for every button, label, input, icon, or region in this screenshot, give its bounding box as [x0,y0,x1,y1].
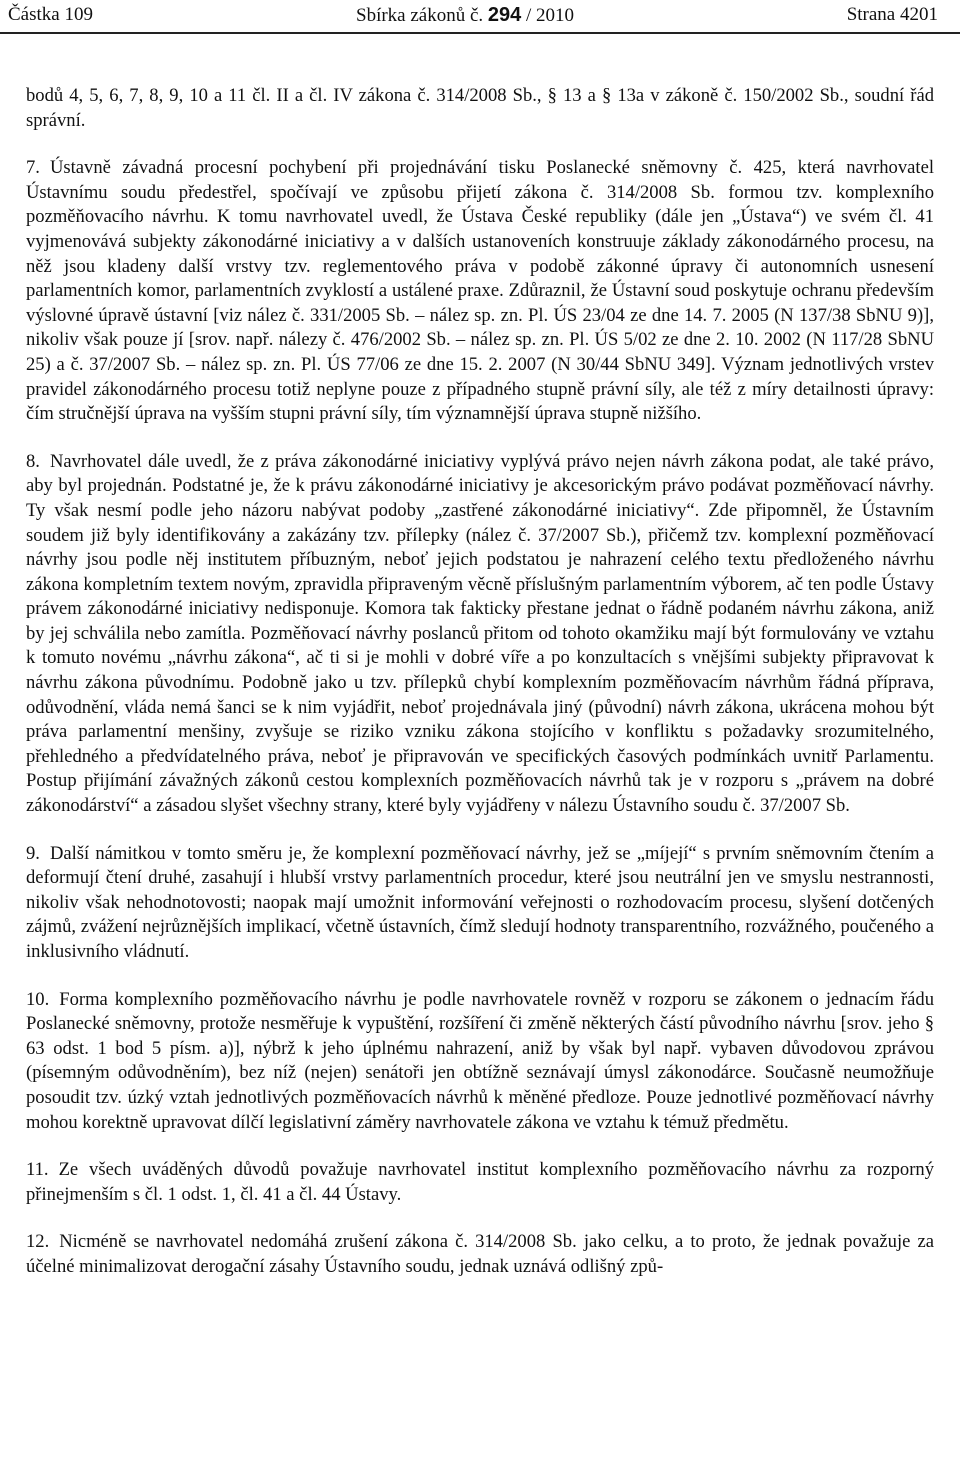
paragraph-number: 8. [26,450,40,472]
header-collection-year: / 2010 [526,5,575,26]
paragraph-12 [26,1230,934,1279]
paragraph-number: 10. [26,988,50,1010]
paragraph-11 [26,1158,934,1207]
paragraph-7 [26,156,934,427]
paragraph-text: Ze všech uváděných důvodů považuje navrhovatel institut komplexního pozměňovacího návrhu za rozporný přinejmenším s čl. 1 odst. 1, čl. 41 a čl. 44 Ústavy. [26,1159,934,1205]
paragraph-number: 11. [26,1159,49,1181]
paragraph-text: Forma komplexního pozměňovacího návrhu je podle navrhovatele rovněž v rozporu se zákonem o jednacím řádu Poslanecké sněmovny, protože nesměřuje k vypuštění, rozšíření či změně některých částí původního návrhu [srov. jeho § 63 odst. 1 bod 5 písm. a)], nýbrž k jeho úplnému nahrazení, aniž by však byl např. vybaven důvodovou zprávou (písemným odůvodněním), bez níž (nejen) senátoři jen obtížně seznávají úmysl zákonodárce. Současně neumožňuje posoudit tzv. úzký vztah jednotlivých pozměňovacích návrhů k měněné předloze. Pouze jednotlivé pozměňovací návrhy mohou korektně upravovat dílčí legislativní záměry navrhovatele zákona ve vztahu k témuž předmětu. [26,988,934,1133]
paragraph-9 [26,842,934,965]
header-rule [0,32,960,34]
document-body [26,84,934,1280]
paragraph-text: Ústavně závadná procesní pochybení při projednávání tisku Poslanecké sněmovny č. 425, která navrhovatel Ústavnímu soudu předestřel, spočívají ve způsobu přijetí zákona č. 314/2008 Sb. formou tzv. komplexního pozměňovacího návrhu. K tomu navrhovatel uvedl, že Ústava České republiky (dále jen „Ústava“) ve svém čl. 41 vyjmenovává subjekty zákonodárné iniciativy a v dalších ustanoveních konstruuje základy zákonodárného procesu, na něž jsou kladeny další vrstvy tzv. reglementového práva v podobě zákonné úpravy či autonomních usnesení parlamentních komor, parlamentních zvyklostí a ustálené praxe. Zdůraznil, že Ústavní soud poskytuje ochranu především výslovné úpravě ústavní [viz nález č. 331/2005 Sb. – nález sp. zn. Pl. ÚS 23/04 ze dne 14. 7. 2005 (N 137/38 SbNU 9)], nikoliv však pouze jí [srov. např. nálezy č. 476/2002 Sb. – nález sp. zn. Pl. ÚS 5/02 ze dne 2. 10. 2002 (N 117/28 SbNU 25) a č. 37/2007 Sb. – nález sp. zn. Pl. ÚS 77/06 ze dne 15. 2. 2007 (N 30/44 SbNU 349]. Význam jednotlivých vrstev pravidel zákonodárného procesu totiž neplyne pouze z případného stupně právní síly, ale též z míry detailnosti úpravy: čím stručnější úprava na vyšším stupni právní síly, tím významnější úprava stupně nižšího. [26,157,934,425]
paragraph-continuation [26,84,934,133]
paragraph-text: Nicméně se navrhovatel nedomáhá zrušení zákona č. 314/2008 Sb. jako celku, a to proto, že jednak považuje za účelné minimalizovat derogační zásahy Ústavního soudu, jednak uznává odlišný způ- [26,1231,934,1277]
paragraph-number: 7. [26,157,40,179]
paragraph-text: Navrhovatel dále uvedl, že z práva zákonodárné iniciativy vyplývá právo nejen návrh zákona podat, ale také právo, aby byl projednán. Podstatné je, že k právu zákonodárné iniciativy je akcesorickým právo podávat pozměňovací návrhy. Ty však nesmí podle jeho názoru nabývat podoby „zastřené zákonodárné iniciativy“. Zde připomněl, že Ústavním soudem již byly identifikovány a zakázány tzv. přílepky (nález č. 37/2007 Sb.), přičemž tzv. komplexní pozměňovací návrhy jsou podle něj institutem příbuzným, neboť jejich podstatou je nahrazení celého textu předloženého návrhu zákona kompletním textem novým, zpravidla připraveným věcně příslušným parlamentním výborem, ač ten podle Ústavy právem zákonodárné iniciativy nedisponuje. Komora tak fakticky přestane jednat o řádně podaném návrhu zákona, aniž by jej schválila nebo zamítla. Pozměňovací návrhy poslanců přitom od tohoto okamžiku mají být formulovány ve vztahu k tomuto novému „návrhu zákona“, ač ti si je mohli v dobré víře a po konzultacích s vnějšími subjekty připravovat k návrhu zákona původnímu. Podobně jako u tzv. přílepků chybí komplexním pozměňovacím návrhům řádná příprava, odůvodnění, vláda nemá šanci se k nim vyjádřit, neboť projednávala jiný (původní) návrh zákona, ukrácena mohou být práva parlamentní menšiny, zvyšuje se riziko vzniku zákona stojícího v konfliktu s požadavky srozumitelného, přehledného a předvídatelného práva, neboť je připravován ve specifických časových podmínkách uvnitř Parlamentu. Postup přijímání závažných zákonů cestou komplexních pozměňovacích návrhů tak je v rozporu s „právem na dobré zákonodárství“ a zásadou slyšet všechny strany, které byly vyjádřeny v nálezu Ústavního soudu č. 37/2007 Sb. [26,450,934,817]
paragraph-text: bodů 4, 5, 6, 7, 8, 9, 10 a 11 čl. II a čl. IV zákona č. 314/2008 Sb., § 13 a § 13a v zákoně č. 150/2002 Sb., soudní řád správní. [26,85,934,131]
header-collection-prefix: Sbírka zákonů č. [356,5,484,26]
page-header [4,0,938,30]
paragraph-number: 9. [26,842,40,864]
paragraph-number: 12. [26,1231,50,1253]
header-collection [356,0,574,31]
paragraph-10 [26,988,934,1136]
header-collection-number: 294 [487,4,522,26]
paragraph-text: Další námitkou v tomto směru je, že komplexní pozměňovací návrhy, jež se „míjejí“ s prvním sněmovním čtením a deformují čtení druhé, zasahují i hlubší vrstvy parlamentních procedur, které jsou neutrální jen ve smyslu nestrannosti, nikoliv však nehodnotovosti; naopak mají umožnit informování veřejnosti o rozhodovacím procesu, slyšení dotčených zájmů, zvážení nejrůznějších implikací, včetně ústavních, čímž sledují hodnoty transparentního, rozvážného, poučeného a inklusivního vládnutí. [26,842,934,962]
header-part: Částka 109 [8,4,93,25]
header-page-number: Strana 4201 [846,4,938,25]
paragraph-8 [26,450,934,819]
